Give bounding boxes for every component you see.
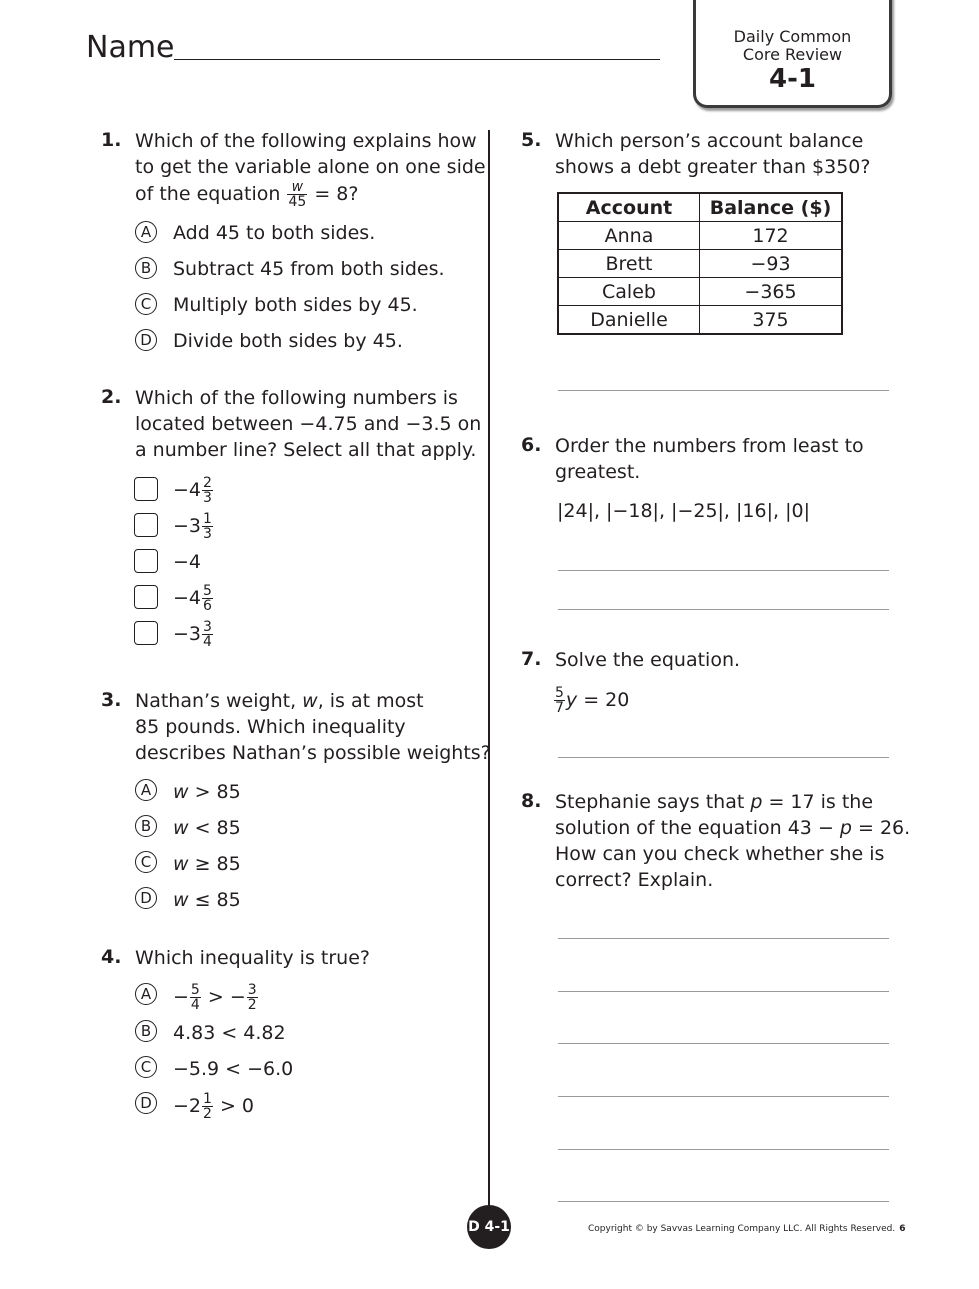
q8-line2 [555,815,910,841]
table-cell-balance: 172 [700,222,843,250]
q2-choice-5-whole: −3 [173,623,202,645]
table-header-account: Account [558,193,700,222]
q2-line3: a number line? Select all that apply. [135,439,477,461]
q6-text [555,433,864,485]
q2-choice-5 [173,620,214,649]
account-table [557,192,843,335]
q2-choice-4-den: 6 [203,598,212,614]
q7-var: y [565,689,578,711]
tab-title-line2: Core Review [742,45,843,64]
table-row [558,222,842,250]
q3-line1-post: , is at most [317,690,424,712]
q4-a-den2: 2 [247,997,257,1013]
q1-line2: to get the variable alone on one side [135,156,486,178]
q1-bubble-a[interactable]: A [135,221,157,243]
q2-choice-4 [173,584,214,613]
q4-option-c: −5.9 < −6.0 [173,1058,294,1080]
q3-bubble-d[interactable]: D [135,887,157,909]
q2-line2: located between −4.75 and −3.5 on [135,413,482,435]
q4-option-d [173,1092,254,1121]
q1-option-d: Divide both sides by 45. [173,330,403,352]
q4-a-num2: 3 [247,982,257,998]
q2-line1: Which of the following numbers is [135,387,458,409]
q6-expression: |24|, |−18|, |−25|, |16|, |0| [557,500,810,522]
q8-answer-line-1[interactable] [558,938,889,939]
q8-answer-line-3[interactable] [558,1043,889,1044]
q4-bubble-d[interactable]: D [135,1092,157,1114]
q4-d-num: 1 [203,1091,212,1107]
q4-d-whole: −2 [173,1095,202,1117]
q1-line3-post: = 8? [308,183,359,205]
q4-a-den1: 4 [190,997,200,1013]
tab-title-line1: Daily Common [733,27,852,46]
q5-number: 5. [521,129,542,151]
q1-fraction [287,180,307,209]
q4-option-a [173,983,259,1012]
q4-bubble-c[interactable]: C [135,1056,157,1078]
q7-equation [553,686,629,715]
q3-option-d [173,888,241,912]
copyright [588,1224,905,1234]
q5-line2: shows a debt greater than $350? [555,156,871,178]
q3-line1-var: w [302,690,318,712]
q2-choice-5-den: 4 [203,634,212,650]
q6-number: 6. [521,434,542,456]
q4-a-sign: − [173,986,189,1008]
column-divider [488,130,490,1220]
q7-frac-num: 5 [555,685,564,701]
page-badge: D 4-1 [467,1205,511,1249]
q8-answer-line-6[interactable] [558,1201,889,1202]
q3-text [135,688,491,766]
q8-answer-line-2[interactable] [558,991,889,992]
table-row [558,278,842,306]
q5-line1: Which person’s account balance [555,130,864,152]
q6-line2: greatest. [555,461,641,483]
q3-option-a-rest: > 85 [188,781,241,803]
q2-choice-1-num: 2 [203,475,212,491]
q7-text [555,647,740,673]
q6-answer-line-2[interactable] [558,609,889,610]
q2-checkbox-5[interactable] [134,621,158,645]
q8-number: 8. [521,790,542,812]
q3-option-c-rest: ≥ 85 [188,853,241,875]
q8-line2-pre: solution of the equation 43 − [555,817,840,839]
q2-choice-1-den: 3 [203,490,212,506]
q3-option-d-var: w [173,889,189,911]
q8-line2-post: = 26. [851,817,911,839]
q3-option-d-rest: ≤ 85 [188,889,241,911]
table-header-balance: Balance ($) [700,193,843,222]
q3-number: 3. [101,689,122,711]
q4-bubble-b[interactable]: B [135,1020,157,1042]
q2-choice-2-num: 1 [203,511,212,527]
q2-choice-4-whole: −4 [173,587,202,609]
q8-line1-var: p [750,791,763,813]
q1-bubble-b[interactable]: B [135,257,157,279]
q8-line2-var: p [839,817,852,839]
q4-a-op: > − [201,986,246,1008]
q2-text [135,385,481,463]
q5-answer-line[interactable] [558,390,889,391]
q3-option-b-rest: < 85 [188,817,241,839]
q5-text [555,128,870,180]
q1-line3 [135,180,486,209]
q2-choice-4-num: 5 [203,583,212,599]
q1-option-a: Add 45 to both sides. [173,222,376,244]
q8-line4: correct? Explain. [555,869,714,891]
q2-choice-1-whole: −4 [173,479,202,501]
q4-text [135,945,370,971]
q6-line1: Order the numbers from least to [555,435,864,457]
q4-d-rest: > 0 [213,1095,255,1117]
q7-rest: = 20 [577,689,630,711]
q7-line1: Solve the equation. [555,649,741,671]
q8-line1-pre: Stephanie says that [555,791,751,813]
q3-line1 [135,688,491,714]
q1-option-c: Multiply both sides by 45. [173,294,418,316]
q2-checkbox-2[interactable] [134,513,158,537]
q2-checkbox-1[interactable] [134,477,158,501]
q2-choice-3: −4 [173,551,202,573]
q3-line1-pre: Nathan’s weight, [135,690,303,712]
q3-option-b [173,816,241,840]
q3-option-a [173,780,241,804]
q2-choice-2-whole: −3 [173,515,202,537]
q4-d-den: 2 [203,1106,212,1122]
q2-choice-5-num: 3 [203,619,212,635]
table-cell-account: Brett [558,250,700,278]
table-row [558,306,842,335]
q4-bubble-a[interactable]: A [135,983,157,1005]
table-row [558,250,842,278]
review-tab [693,0,892,108]
q6-answer-line-1[interactable] [558,570,889,571]
q8-line1 [555,789,910,815]
q2-number: 2. [101,386,122,408]
q3-line3: describes Nathan’s possible weights? [135,742,491,764]
name-input-line[interactable] [174,59,660,60]
q1-bubble-d[interactable]: D [135,329,157,351]
q8-line1-post: = 17 is the [762,791,874,813]
q7-number: 7. [521,648,542,670]
q4-line1: Which inequality is true? [135,947,370,969]
table-cell-account: Caleb [558,278,700,306]
q8-text [555,789,910,893]
q3-option-b-var: w [173,817,189,839]
table-cell-account: Anna [558,222,700,250]
table-cell-balance: 375 [700,306,843,335]
copyright-text: Copyright © by Savvas Learning Company LLC. All Rights Reserved. [588,1224,896,1234]
q1-text [135,128,486,209]
q4-a-num1: 5 [190,982,200,998]
q2-choice-1 [173,476,214,505]
q3-option-a-var: w [173,781,189,803]
q1-frac-num: w [287,180,307,195]
q3-bubble-a[interactable]: A [135,779,157,801]
q1-line1: Which of the following explains how [135,130,477,152]
q7-answer-line[interactable] [558,757,889,758]
q3-line2: 85 pounds. Which inequality [135,716,406,738]
q3-option-c-var: w [173,853,189,875]
q2-checkbox-4[interactable] [134,585,158,609]
q1-frac-den: 45 [288,194,307,210]
q3-bubble-b[interactable]: B [135,815,157,837]
q8-answer-line-5[interactable] [558,1149,889,1150]
q8-answer-line-4[interactable] [558,1096,889,1097]
table-cell-balance: −365 [700,278,843,306]
q1-option-b: Subtract 45 from both sides. [173,258,445,280]
q4-option-b: 4.83 < 4.82 [173,1022,286,1044]
q4-number: 4. [101,946,122,968]
q2-choice-2-den: 3 [203,526,212,542]
q2-choice-2 [173,512,214,541]
q2-checkbox-3[interactable] [134,549,158,573]
name-label: Name [86,30,175,65]
q1-number: 1. [101,129,122,151]
page-number: 6 [899,1224,906,1234]
q8-line3: How can you check whether she is [555,843,885,865]
q7-frac-den: 7 [555,700,564,716]
q3-bubble-c[interactable]: C [135,851,157,873]
q3-option-c [173,852,241,876]
table-cell-balance: −93 [700,250,843,278]
q1-bubble-c[interactable]: C [135,293,157,315]
table-cell-account: Danielle [558,306,700,335]
table-header-row [558,193,842,222]
q1-line3-pre: of the equation [135,183,287,205]
tab-number: 4-1 [769,64,816,94]
